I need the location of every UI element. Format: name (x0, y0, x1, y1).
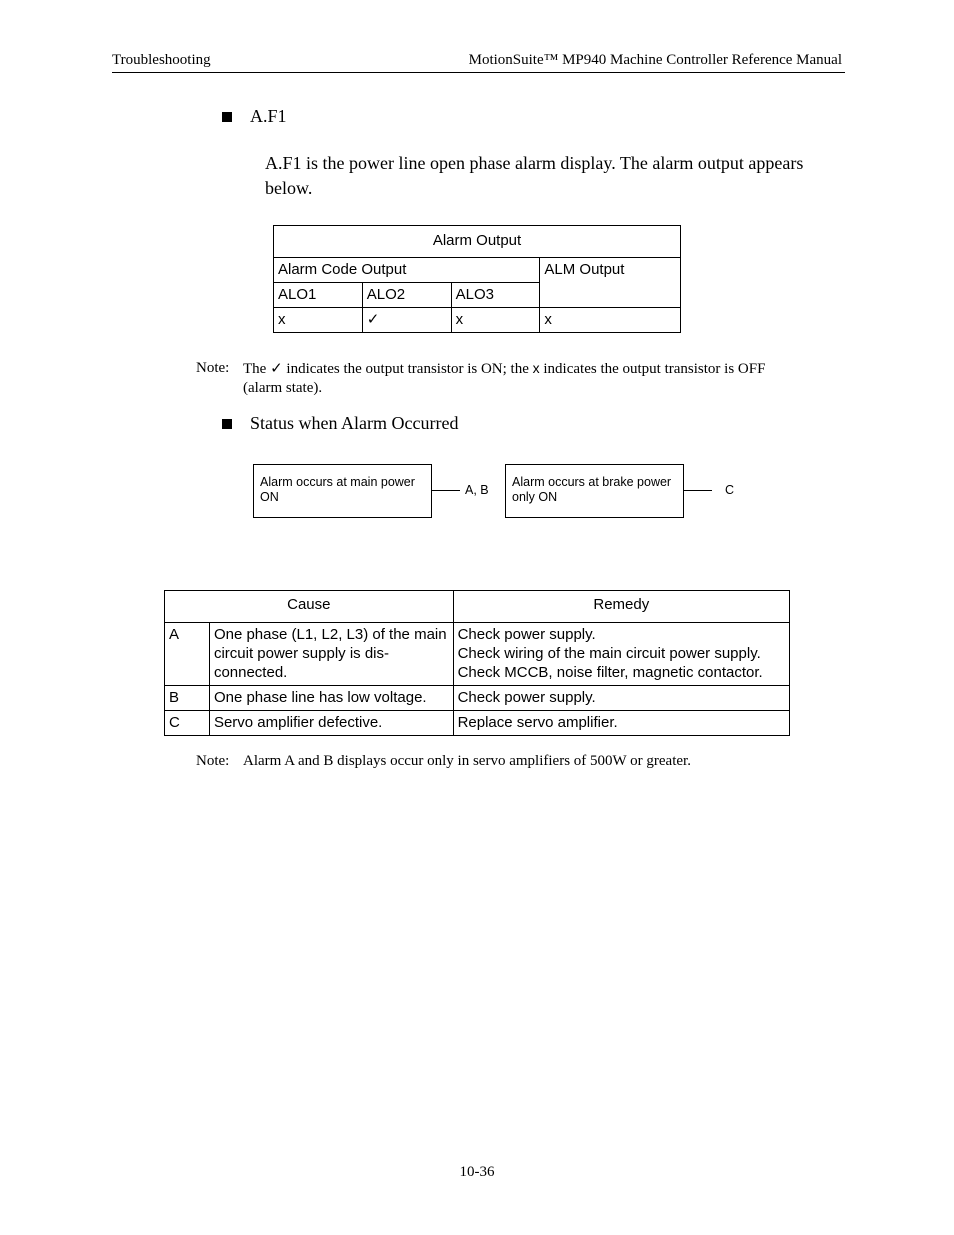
note-transistor-states (196, 359, 796, 399)
note-label: Note: (196, 360, 230, 376)
remedy-line: Check MCCB, noise filter, magnetic contactor. (457, 664, 763, 681)
note-text-part2: indicates the output transistor is ON; the (282, 361, 533, 377)
alarm-code-output-header: Alarm Code Output (274, 258, 540, 283)
cause-label-ab: A, B (465, 483, 489, 497)
note-text-part3: indicates the output transistor is OFF (539, 361, 766, 377)
running-header-section: Troubleshooting (112, 52, 211, 68)
cause-label-c: C (725, 483, 735, 497)
column-header-alo2: ALO2 (362, 283, 451, 308)
alo2-value-check-icon: ✓ (362, 308, 451, 333)
cause-header: Cause (165, 591, 454, 623)
table-row (165, 711, 790, 736)
alo3-value: x (451, 308, 540, 333)
cause-text: Servo amplifier defective. (209, 711, 453, 736)
note-text-line2: (alarm state). (243, 380, 323, 396)
alarm-output-title: Alarm Output (274, 226, 681, 258)
column-header-alo3: ALO3 (451, 283, 540, 308)
alarm-output-table (273, 225, 681, 333)
cause-text: One phase line has low voltage. (209, 686, 453, 711)
header-divider (112, 72, 845, 73)
remedy-text (453, 711, 789, 736)
section-heading-af1: A.F1 (250, 106, 287, 126)
cause-text: One phase (L1, L2, L3) of the main circuit power supply is dis-connected. (209, 623, 453, 686)
cause-id: B (165, 686, 210, 711)
remedy-text (453, 686, 789, 711)
connector-line (432, 490, 460, 491)
note-500w (196, 752, 796, 772)
alm-output-value: x (540, 308, 681, 333)
square-bullet-icon (222, 419, 232, 429)
running-header-title: MotionSuite™ MP940 Machine Controller Reference Manual (468, 52, 842, 68)
section-paragraph: A.F1 is the power line open phase alarm display. The alarm output appears below. (265, 153, 804, 198)
remedy-line: Check power supply. (457, 626, 596, 643)
column-header-alo1: ALO1 (274, 283, 363, 308)
remedy-line: Check power supply. (457, 689, 596, 706)
x-symbol: x (532, 360, 540, 376)
main-power-alarm-box: Alarm occurs at main power ON (253, 464, 432, 518)
note-text-part1: The (243, 361, 271, 377)
brake-power-alarm-box: Alarm occurs at brake power only ON (505, 464, 684, 518)
table-row (165, 623, 790, 686)
cause-remedy-table (164, 590, 790, 736)
note-text: Alarm A and B displays occur only in servo amplifiers of 500W or greater. (243, 753, 691, 769)
table-row (165, 686, 790, 711)
section-heading-status: Status when Alarm Occurred (250, 413, 459, 433)
cause-id: A (165, 623, 210, 686)
alm-output-header: ALM Output (540, 258, 681, 308)
remedy-line: Replace servo amplifier. (457, 714, 618, 731)
square-bullet-icon (222, 112, 232, 122)
cause-id: C (165, 711, 210, 736)
alo1-value: x (274, 308, 363, 333)
page-number: 10-36 (459, 1164, 495, 1180)
checkmark-icon: ✓ (270, 361, 283, 377)
note-label: Note: (196, 753, 230, 769)
remedy-header: Remedy (453, 591, 789, 623)
remedy-text (453, 623, 789, 686)
remedy-line: Check wiring of the main circuit power supply. (457, 645, 761, 662)
connector-line (684, 490, 712, 491)
